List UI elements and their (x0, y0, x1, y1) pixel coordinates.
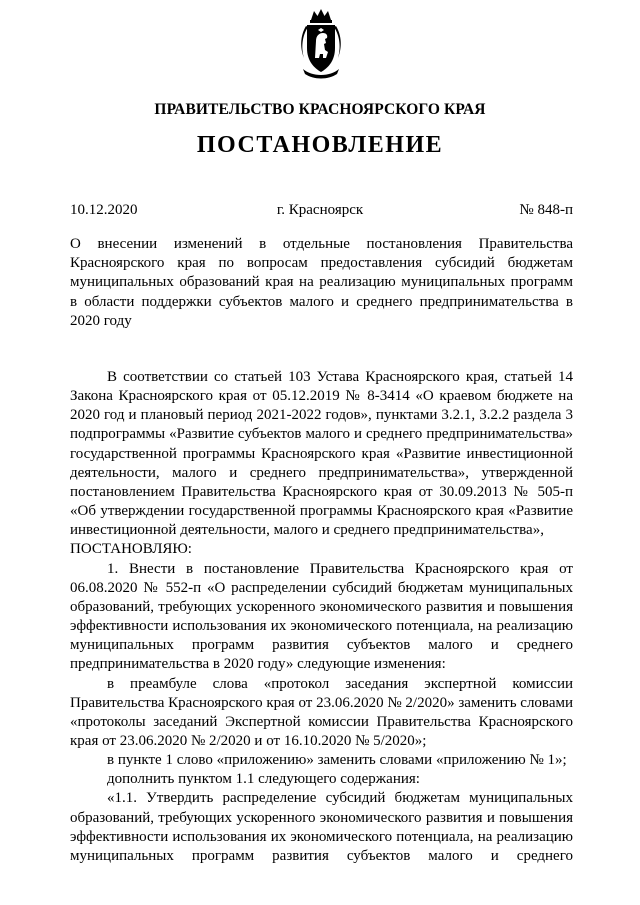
point-1-1-paragraph: «1.1. Утвердить распределение субсидий бюджетам муниципальных образований, требующих ускоренного экономического развития и повышения эффективности использования их экономического потенциала, на реализацию муниципальных программ развития субъектов малого и среднего (70, 790, 573, 864)
coat-of-arms-emblem (298, 8, 344, 80)
point-1-change-paragraph: в пункте 1 слово «приложению» заменить словами «приложению № 1»; (107, 752, 567, 769)
document-subject: О внесении изменений в отдельные постановления Правительства Красноярского края по вопросам предоставления субсидий бюджетам муниципальных образований края на реализацию муниципальных программ в области поддержки субъектов малого и среднего предпринимательства в 2020 году (70, 236, 573, 329)
preamble-paragraph: В соответствии со статьей 103 Устава Красноярского края, статьей 14 Закона Красноярского края от 05.12.2019 № 8-3414 «О краевом бюджете на 2020 год и плановый период 2021-2022 годов», пунктами 3.2.1, 3.2.2 раздела 3 подпрограммы «Развитие субъектов малого и среднего предпринимательства» государственной программы Красноярского края «Развитие инвестиционной деятельности, малого и среднего предпринимательства», утвержденной постановлением Правительства Красноярского края от 30.09.2013 № 505-п «Об утверждении государственной программы Красноярского края «Развитие инвестиционной деятельности, малого и среднего предпринимательства», (70, 369, 573, 539)
document-number: № 848-п (519, 202, 573, 218)
preamble-change-paragraph: в преамбуле слова «протокол заседания экспертной комиссии Правительства Красноярского края от 23.06.2020 № 2/2020» заменить словами «протоколы заседаний Экспертной комиссии Правительства Красноярского края от 23.06.2020 № 2/2020 и от 16.10.2020 № 5/2020»; (70, 675, 573, 749)
document-city: г. Красноярск (276, 202, 364, 218)
resolution-keyword: ПОСТАНОВЛЯЮ: (70, 541, 192, 558)
government-title: ПРАВИТЕЛЬСТВО КРАСНОЯРСКОГО КРАЯ (154, 101, 486, 118)
document-type-heading: ПОСТАНОВЛЕНИЕ (196, 132, 444, 158)
clause-1-paragraph: 1. Внести в постановление Правительства Красноярского края от 06.08.2020 № 552-п «О распределении субсидий бюджетам муниципальных образований, требующих ускоренного экономического развития и повышения эффективности использования их экономического потенциала, на реализацию муниципальных программ развития субъектов малого и среднего предпринимательства в 2020 году» следующие изменения: (70, 560, 573, 673)
document-date: 10.12.2020 (70, 202, 138, 218)
document-body (70, 368, 573, 866)
add-point-paragraph: дополнить пунктом 1.1 следующего содержания: (107, 771, 420, 788)
